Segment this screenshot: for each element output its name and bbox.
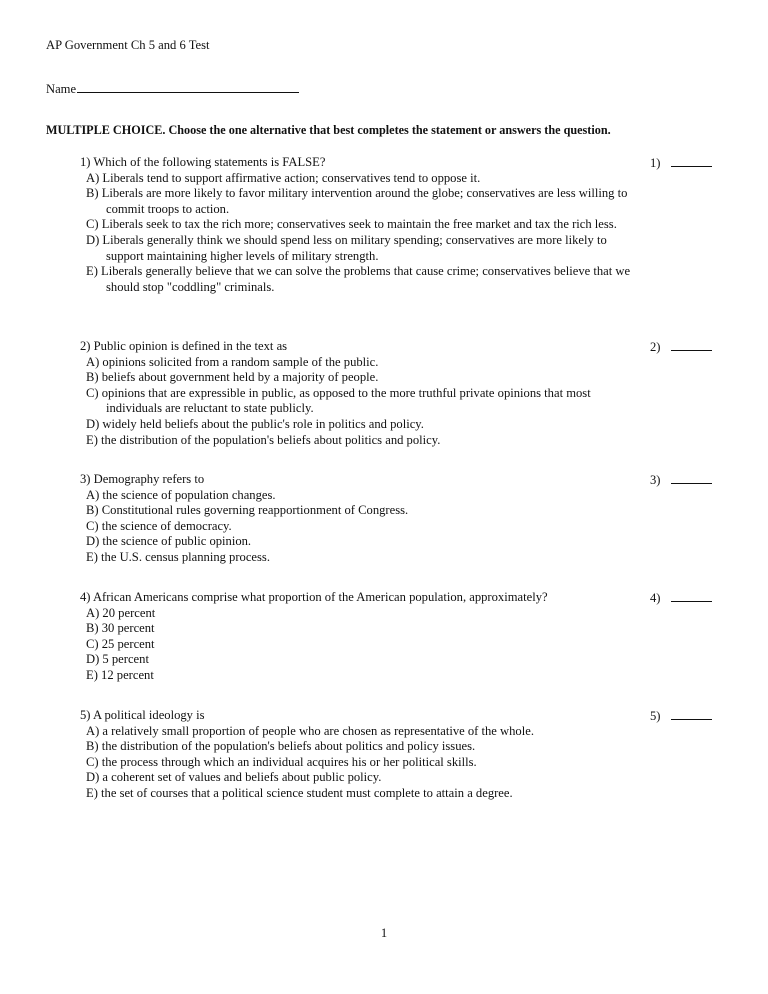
instructions: MULTIPLE CHOICE. Choose the one alternative that best completes the statement or answers the question. [46,123,611,137]
answer-slot-3 [650,472,712,488]
question-stem: 5) A political ideology is [80,708,205,722]
answer-option: E) the set of courses that a political science student must complete to attain a degree. [86,785,513,800]
question-stem: 1) Which of the following statements is FALSE? [80,155,326,169]
question-4 [80,590,640,684]
answer-option: E) 12 percent [86,667,154,682]
answer-option: B) 30 percent [86,621,155,636]
answer-option: D) Liberals generally think we should spend less on military spending; conservatives are more likely to support maintaining higher levels of military strength. [86,232,607,263]
answer-option: E) the U.S. census planning process. [86,549,270,564]
answer-blank[interactable] [671,472,712,484]
answer-slot-5 [650,708,712,724]
answer-blank[interactable] [671,590,712,602]
answer-option: C) Liberals seek to tax the rich more; conservatives seek to maintain the free market and tax the rich less. [86,217,617,232]
answer-option: A) opinions solicited from a random sample of the public. [86,354,379,369]
answer-number: 2) [650,340,661,354]
question-stem: 2) Public opinion is defined in the text as [80,339,288,353]
answer-option: B) Liberals are more likely to favor military intervention around the globe; conservatives are less willing to commit troops to action. [86,186,628,216]
question-5 [80,708,640,802]
answer-option: D) the science of public opinion. [86,534,252,549]
answer-option: B) the distribution of the population's beliefs about politics and policy issues. [86,739,476,754]
question-stem: 4) African Americans comprise what proportion of the American population, approximately? [80,590,548,604]
answer-option: E) Liberals generally believe that we can solve the problems that cause crime; conservatives believe that we should stop "coddling" criminals. [86,264,631,294]
answer-option: C) the science of democracy. [86,518,232,533]
answer-option: D) widely held beliefs about the public's role in politics and policy. [86,416,424,431]
answer-slot-4 [650,590,712,606]
answer-option: E) the distribution of the population's beliefs about politics and policy. [86,432,441,447]
answer-slot-1 [650,155,712,171]
question-stem: 3) Demography refers to [80,472,205,486]
answer-option: A) 20 percent [86,605,156,620]
answer-option: C) the process through which an individual acquires his or her political skills. [86,754,477,769]
answer-blank[interactable] [671,155,712,167]
answer-option: C) 25 percent [86,636,155,651]
answer-option: D) 5 percent [86,652,149,667]
answer-option: D) a coherent set of values and beliefs about public policy. [86,770,382,785]
answer-blank[interactable] [671,339,712,351]
name-label: Name [46,82,77,96]
answer-option: A) the science of population changes. [86,487,276,502]
question-2 [80,339,640,448]
answer-slot-2 [650,339,712,355]
answer-option: B) Constitutional rules governing reapportionment of Congress. [86,503,409,518]
answer-option: A) Liberals tend to support affirmative action; conservatives tend to oppose it. [86,170,481,185]
question-3 [80,472,640,566]
name-blank-line [77,80,299,93]
answer-blank[interactable] [671,708,712,720]
answer-number: 3) [650,473,661,487]
page-title: AP Government Ch 5 and 6 Test [46,38,210,52]
answer-option: B) beliefs about government held by a majority of people. [86,370,379,385]
answer-option: A) a relatively small proportion of people who are chosen as representative of the whole. [86,723,534,738]
answer-number: 1) [650,156,661,170]
name-field [46,80,299,97]
page-number: 1 [380,926,388,940]
answer-number: 4) [650,591,661,605]
answer-option: C) opinions that are expressible in public, as opposed to the more truthful private opinions that most individuals are reluctant to state publicly. [86,385,591,416]
answer-number: 5) [650,709,661,723]
question-1 [80,155,640,295]
